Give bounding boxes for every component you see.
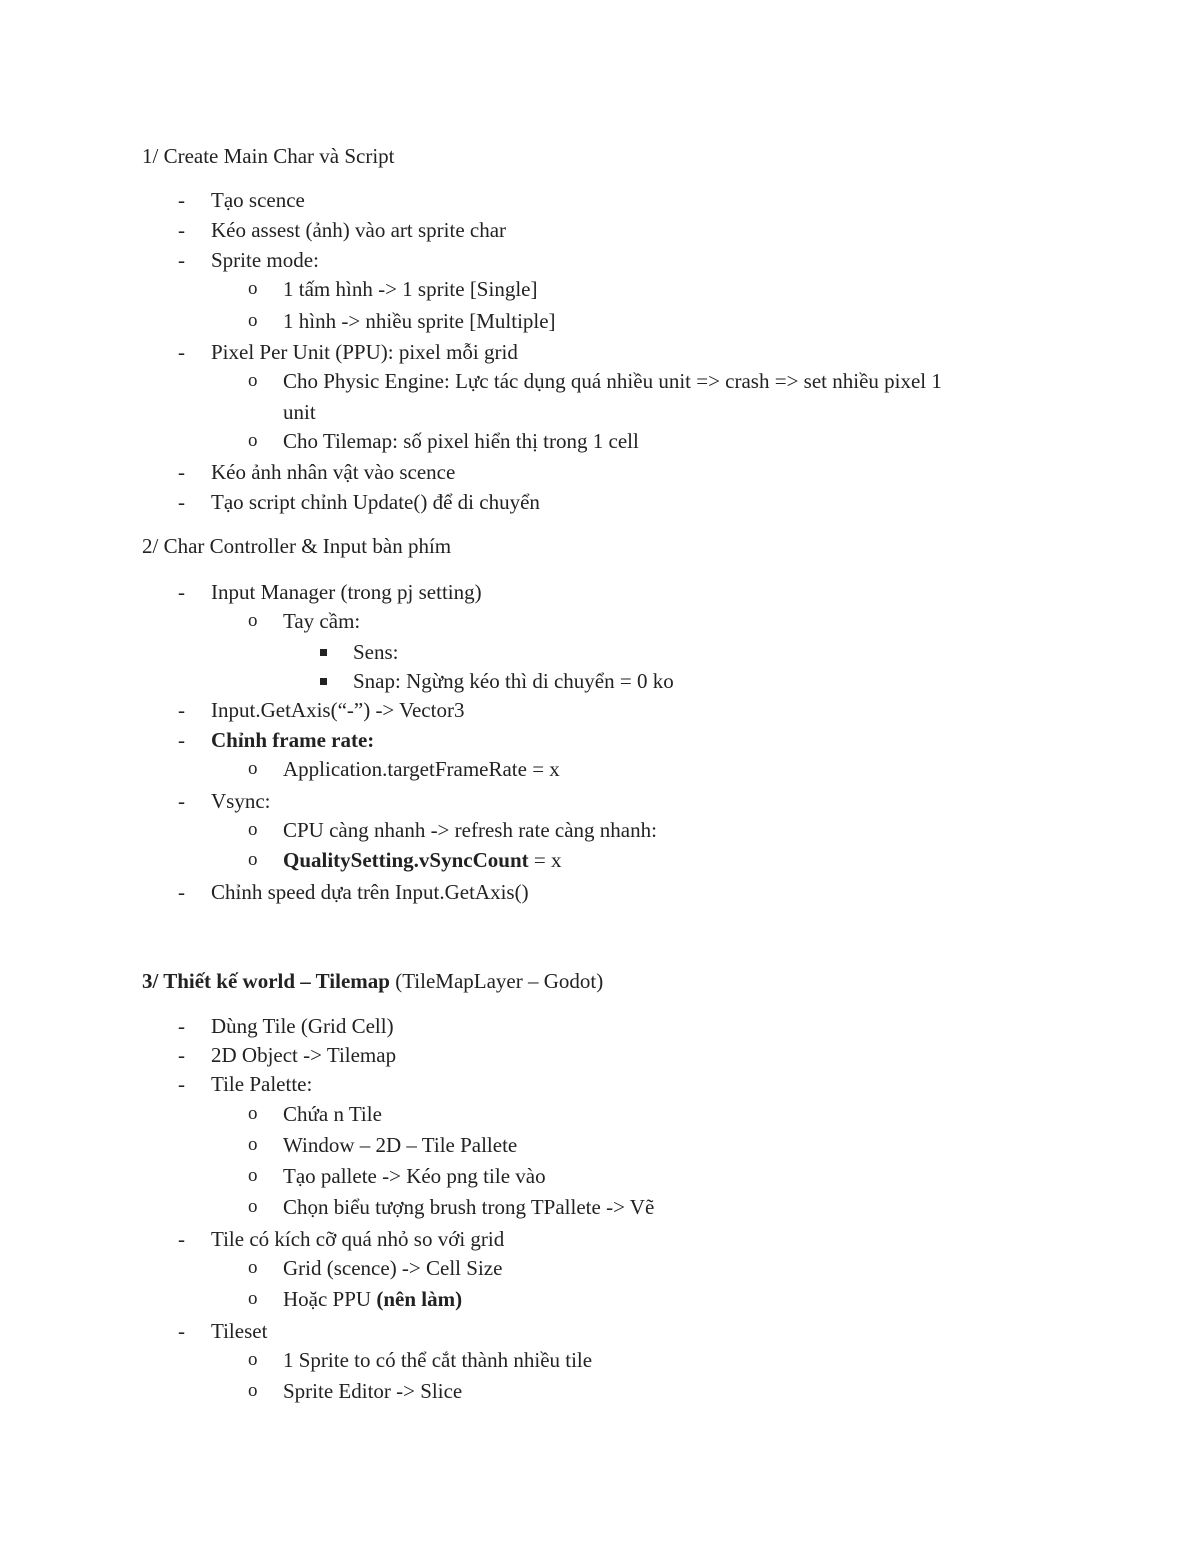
dash-bullet: - [178, 1014, 185, 1038]
list-item: Chỉnh speed dựa trên Input.GetAxis() [211, 880, 529, 904]
dash-bullet: - [178, 1072, 185, 1096]
dash-bullet: - [178, 340, 185, 364]
circle-bullet: o [248, 849, 258, 870]
section-3-heading [142, 969, 603, 993]
sub-list-item: Cho Tilemap: số pixel hiển thị trong 1 cell [283, 429, 639, 453]
list-item: Input Manager (trong pj setting) [211, 580, 482, 604]
circle-bullet: o [248, 278, 258, 299]
dash-bullet: - [178, 1227, 185, 1251]
sub-list-item: Window – 2D – Tile Pallete [283, 1133, 518, 1157]
sub-list-item: Chọn biểu tượng brush trong TPallete -> Vẽ [283, 1195, 655, 1219]
list-item: Tile Palette: [211, 1072, 313, 1096]
sub-list-item-continuation: unit [283, 400, 316, 424]
list-item: Tạo scence [211, 188, 305, 212]
list-item: Dùng Tile (Grid Cell) [211, 1014, 394, 1038]
sub-list-item: Tay cầm: [283, 609, 361, 633]
dash-bullet: - [178, 880, 185, 904]
circle-bullet: o [248, 310, 258, 331]
sub-list-item: CPU càng nhanh -> refresh rate càng nhanh: [283, 818, 657, 842]
circle-bullet: o [248, 758, 258, 779]
square-bullet-icon [320, 640, 327, 656]
sub-sub-list-item: Sens: [353, 640, 399, 664]
circle-bullet: o [248, 1196, 258, 1217]
sub-list-item: Cho Physic Engine: Lực tác dụng quá nhiều unit => crash => set nhiều pixel 1 [283, 369, 942, 393]
list-item: Sprite mode: [211, 248, 319, 272]
code-value-text: = x [528, 848, 562, 872]
sub-list-item: Chứa n Tile [283, 1102, 382, 1126]
sub-list-item: Grid (scence) -> Cell Size [283, 1256, 503, 1280]
sub-list-item-text: Hoặc PPU [283, 1287, 377, 1311]
circle-bullet: o [248, 819, 258, 840]
square-bullet-icon [320, 669, 327, 685]
list-item: Kéo ảnh nhân vật vào scence [211, 460, 456, 484]
dash-bullet: - [178, 248, 185, 272]
list-item: Kéo assest (ảnh) vào art sprite char [211, 218, 507, 242]
circle-bullet: o [248, 1257, 258, 1278]
dash-bullet: - [178, 1043, 185, 1067]
list-item: Vsync: [211, 789, 271, 813]
dash-bullet: - [178, 460, 185, 484]
circle-bullet: o [248, 370, 258, 391]
dash-bullet: - [178, 580, 185, 604]
list-item: Tileset [211, 1319, 268, 1343]
code-bold-text: QualitySetting.vSyncCount [283, 848, 529, 872]
sub-list-item: 1 Sprite to có thể cắt thành nhiều tile [283, 1348, 593, 1372]
dash-bullet: - [178, 218, 185, 242]
sub-list-item: 1 tấm hình -> 1 sprite [Single] [283, 277, 538, 301]
section-1-heading: 1/ Create Main Char và Script [142, 144, 395, 168]
sub-list-item: Sprite Editor -> Slice [283, 1379, 463, 1403]
sub-list-item [283, 1287, 462, 1311]
list-item: 2D Object -> Tilemap [211, 1043, 397, 1067]
circle-bullet: o [248, 1349, 258, 1370]
dash-bullet: - [178, 698, 185, 722]
section-3-heading-bold: 3/ Thiết kế world – Tilemap [142, 969, 390, 993]
circle-bullet: o [248, 1288, 258, 1309]
circle-bullet: o [248, 1165, 258, 1186]
list-item-bold: Chỉnh frame rate: [211, 728, 375, 752]
circle-bullet: o [248, 1134, 258, 1155]
sub-list-item: Tạo pallete -> Kéo png tile vào [283, 1164, 546, 1188]
dash-bullet: - [178, 789, 185, 813]
circle-bullet: o [248, 1103, 258, 1124]
dash-bullet: - [178, 1319, 185, 1343]
dash-bullet: - [178, 728, 185, 752]
section-3-heading-rest: (TileMapLayer – Godot) [389, 969, 604, 993]
list-item: Pixel Per Unit (PPU): pixel mỗi grid [211, 340, 518, 364]
sub-list-item-bold-note: (nên làm) [376, 1287, 463, 1311]
sub-list-item: Application.targetFrameRate = x [283, 757, 560, 781]
sub-list-item: 1 hình -> nhiều sprite [Multiple] [283, 309, 556, 333]
list-item: Tạo script chỉnh Update() để di chuyển [211, 490, 540, 514]
list-item: Input.GetAxis(“-”) -> Vector3 [211, 698, 465, 722]
dash-bullet: - [178, 490, 185, 514]
section-2-heading: 2/ Char Controller & Input bàn phím [142, 534, 452, 558]
circle-bullet: o [248, 610, 258, 631]
dash-bullet: - [178, 188, 185, 212]
sub-sub-list-item: Snap: Ngừng kéo thì di chuyển = 0 ko [353, 669, 674, 693]
circle-bullet: o [248, 1380, 258, 1401]
circle-bullet: o [248, 430, 258, 451]
list-item: Tile có kích cỡ quá nhỏ so với grid [211, 1227, 505, 1251]
sub-list-item [283, 848, 561, 872]
